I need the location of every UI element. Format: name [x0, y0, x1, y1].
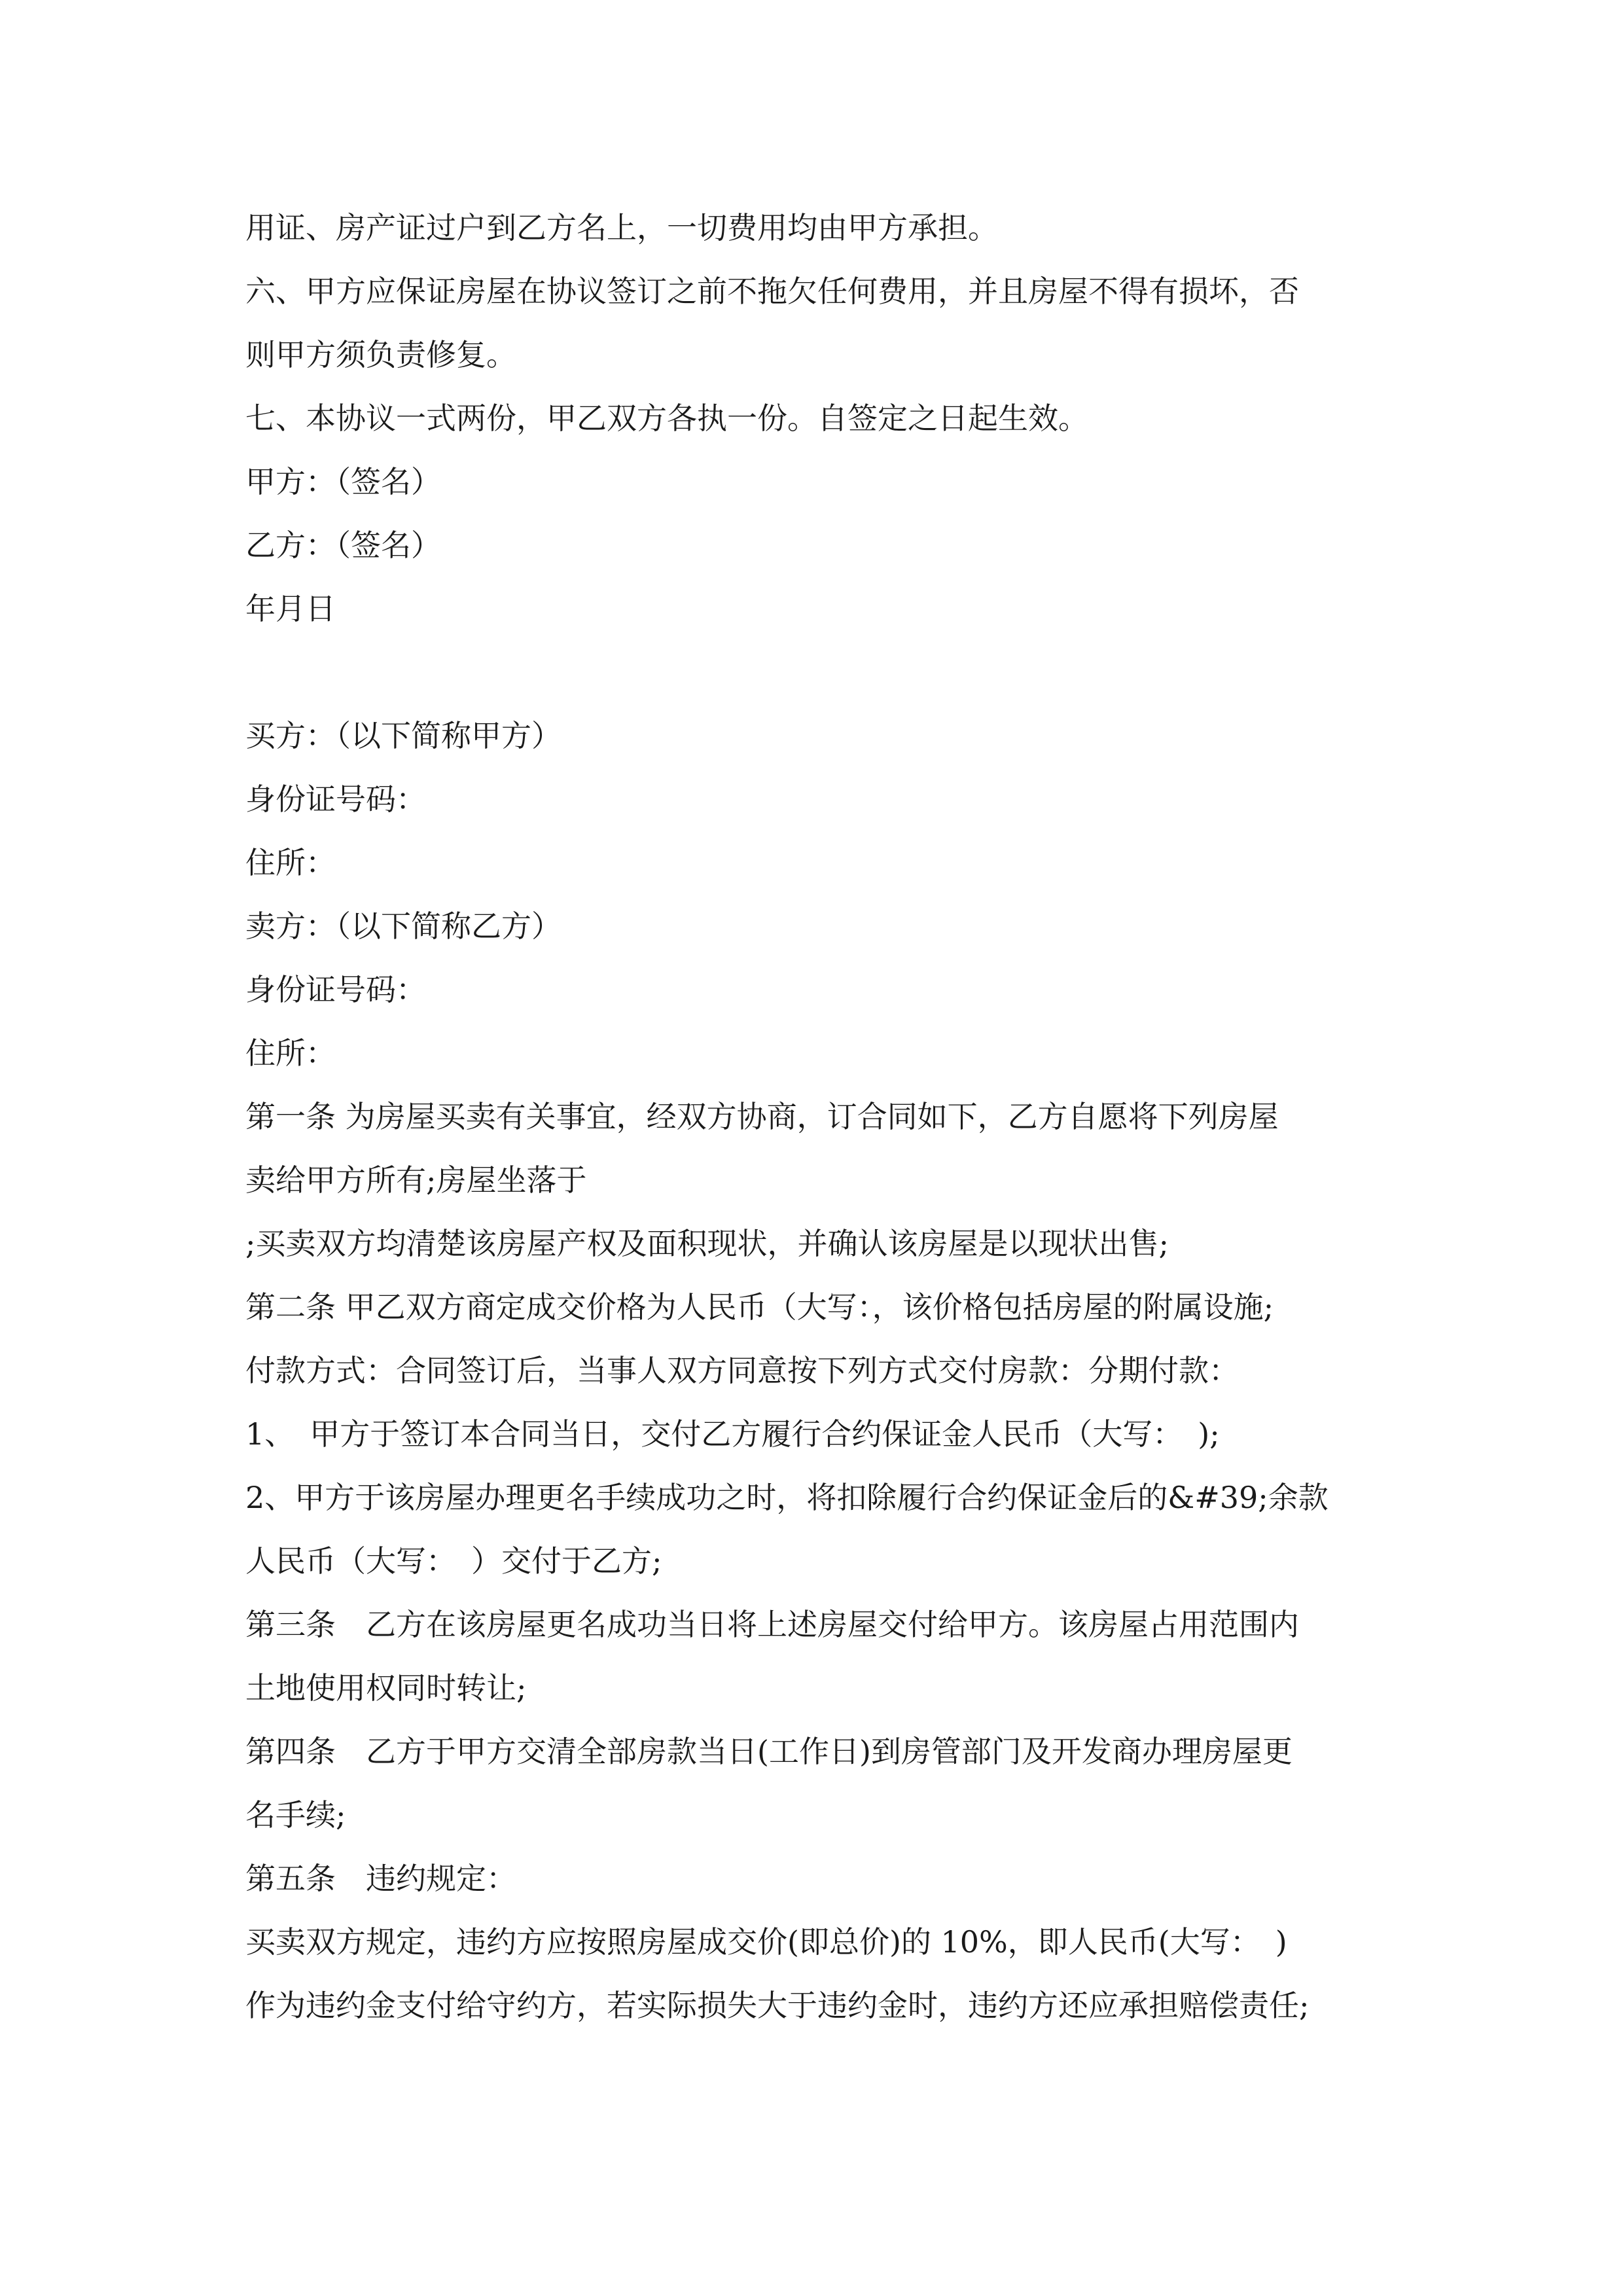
clause-line: 第三条 乙方在该房屋更名成功当日将上述房屋交付给甲方。该房屋占用范围内: [245, 1607, 1299, 1642]
signature-line-party-b: 乙方：（签名）: [245, 528, 441, 563]
date-line: 年月日: [245, 591, 336, 626]
clause-line: ;买卖双方均清楚该房屋产权及面积现状，并确认该房屋是以现状出售;: [245, 1226, 1169, 1261]
clause-line: 第五条 违约规定：: [245, 1861, 516, 1896]
buyer-id-number: 身份证号码：: [245, 781, 426, 817]
clause-line: 1、 甲方于签订本合同当日，交付乙方履行合约保证金人民币（大写： );: [245, 1416, 1220, 1452]
clause-line: 第二条 甲乙双方商定成交价格为人民币（大写：，该价格包括房屋的附属设施;: [245, 1289, 1274, 1325]
clause-line: 土地使用权同时转让;: [245, 1670, 527, 1706]
seller-label: 卖方：（以下简称乙方）: [245, 908, 562, 944]
clause-line: 付款方式：合同签订后，当事人双方同意按下列方式交付房款：分期付款：: [245, 1353, 1239, 1388]
seller-address: 住所：: [245, 1035, 336, 1071]
seller-id-number: 身份证号码：: [245, 972, 426, 1007]
paragraph-line: 用证、房产证过户到乙方名上，一切费用均由甲方承担。: [245, 210, 998, 245]
clause-line: 第一条 为房屋买卖有关事宜，经双方协商，订合同如下，乙方自愿将下列房屋: [245, 1099, 1279, 1134]
buyer-label: 买方：（以下简称甲方）: [245, 718, 562, 753]
document-body: [245, 196, 1384, 2037]
clause-line: 第四条 乙方于甲方交清全部房款当日(工作日)到房管部门及开发商办理房屋更: [245, 1734, 1293, 1769]
paragraph-line: 七、本协议一式两份，甲乙双方各执一份。自签定之日起生效。: [245, 401, 1088, 436]
clause-line: 卖给甲方所有;房屋坐落于: [245, 1162, 587, 1198]
paragraph-line: 六、甲方应保证房屋在协议签订之前不拖欠任何费用，并且房屋不得有损坏，否: [245, 274, 1299, 309]
blank-line: [245, 641, 1384, 704]
signature-line-party-a: 甲方：（签名）: [245, 464, 441, 499]
clause-line: 人民币（大写： ）交付于乙方;: [245, 1543, 662, 1579]
clause-line: 买卖双方规定，违约方应按照房屋成交价(即总价)的 10%，即人民币(大写： ): [245, 1924, 1287, 1960]
clause-line: 名手续;: [245, 1797, 346, 1833]
buyer-address: 住所：: [245, 845, 336, 880]
paragraph-line: 则甲方须负责修复。: [245, 337, 516, 372]
clause-line: 2、甲方于该房屋办理更名手续成功之时，将扣除履行合约保证金后的&#39;余款: [245, 1480, 1329, 1515]
clause-line: 作为违约金支付给守约方，若实际损失大于违约金时，违约方还应承担赔偿责任;: [245, 1988, 1310, 2023]
